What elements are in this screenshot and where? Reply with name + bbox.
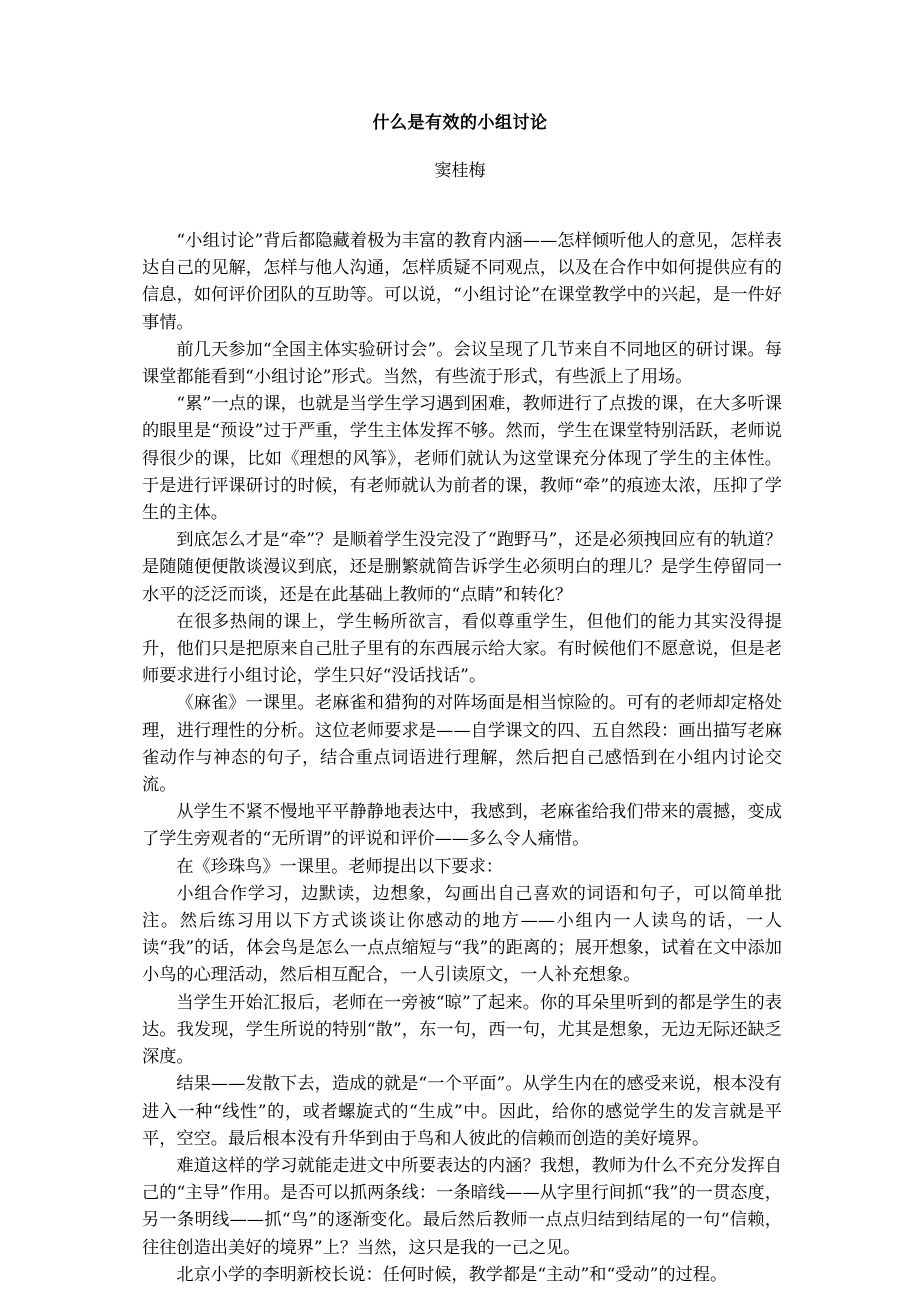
paragraph: “累”一点的课，也就是当学生学习遇到困难，教师进行了点拨的课，在大多听课的眼里是“预设”过于严重，学生主体发挥不够。然而，学生在课堂特别活跃，老师说得很少的课，比如《理想的风筝》，老师们就认为这堂课充分体现了学生的主体性。于是进行评课研讨的时候，有老师就认为前者的课，教师“牵”的痕迹太浓，压抑了学生的主体。 (142, 394, 782, 524)
paragraph: 在《珍珠鸟》一课里。老师提出以下要求： (176, 856, 503, 877)
paragraph: 前几天参加“全国主体实验研讨会”。会议呈现了几节来自不同地区的研讨课。每课堂都能看到“小组讨论”形式。当然，有些流于形式，有些派上了用场。 (142, 339, 782, 388)
paragraph: 《麻雀》一课里。老麻雀和猎狗的对阵场面是相当惊险的。可有的老师却定格处理，进行理性的分析。这位老师要求是——自学课文的四、五自然段：画出描写老麻雀动作与神态的句子，结合重点词语进行理解，然后把自己感悟到在小组内讨论交流。 (142, 693, 782, 796)
document-body (142, 228, 782, 1289)
paragraph: “小组讨论”背后都隐藏着极为丰富的教育内涵——怎样倾听他人的意见，怎样表达自己的见解，怎样与他人沟通，怎样质疑不同观点，以及在合作中如何提供应有的信息，如何评价团队的互助等。可以说，“小组讨论”在课堂教学中的兴起，是一件好事情。 (142, 231, 782, 333)
paragraph: 北京小学的李明新校长说：任何时候，教学都是“主动”和“受动”的过程。 (176, 1264, 728, 1285)
paragraph: 到底怎么才是“牵”？是顺着学生没完没了“跑野马”，还是必须拽回应有的轨道？是随随便便散谈漫议到底，还是删繁就简告诉学生必须明白的理儿？是学生停留同一水平的泛泛而谈，还是在此基础上教师的“点睛”和转化？ (142, 530, 782, 605)
paragraph: 小组合作学习，边默读，边想象，勾画出自己喜欢的词语和句子，可以简单批注。然后练习用以下方式谈谈让你感动的地方——小组内一人读鸟的话，一人读“我”的话，体会鸟是怎么一点点缩短与“我”的距离的；展开想象，试着在文中添加小鸟的心理活动，然后相互配合，一人引读原文，一人补充想象。 (142, 883, 782, 986)
paragraph: 在很多热闹的课上，学生畅所欲言，看似尊重学生，但他们的能力其实没得提升，他们只是把原来自己肚子里有的东西展示给大家。有时候他们不愿意说，但是老师要求进行小组讨论，学生只好“没话找话”。 (142, 611, 782, 687)
paragraph: 当学生开始汇报后，老师在一旁被“晾”了起来。你的耳朵里听到的都是学生的表达。我发现，学生所说的特别“散”，东一句，西一句，尤其是想象，无边无际还缺乏深度。 (142, 992, 782, 1068)
document-author: 窦桂梅 (434, 161, 486, 181)
paragraph: 从学生不紧不慢地平平静静地表达中，我感到，老麻雀给我们带来的震撼，变成了学生旁观者的“无所谓”的评说和评价——多么令人痛惜。 (142, 802, 782, 850)
paragraph: 难道这样的学习就能走进文中所要表达的内涵？我想，教师为什么不充分发挥自己的“主导”作用。是否可以抓两条线：一条暗线——从字里行间抓“我”的一贯态度，另一条明线——抓“鸟”的逐渐变化。最后然后教师一点点归结到结尾的一句“信赖，往往创造出美好的境界”上？当然，这只是我的一己之见。 (142, 1155, 782, 1258)
document-title: 什么是有效的小组讨论 (372, 113, 548, 133)
paragraph: 结果——发散下去，造成的就是“一个平面”。从学生内在的感受来说，根本没有进入一种“线性”的，或者螺旋式的“生成”中。因此，给你的感觉学生的发言就是平平，空空。最后根本没有升华到由于鸟和人彼此的信赖而创造的美好境界。 (142, 1074, 782, 1149)
